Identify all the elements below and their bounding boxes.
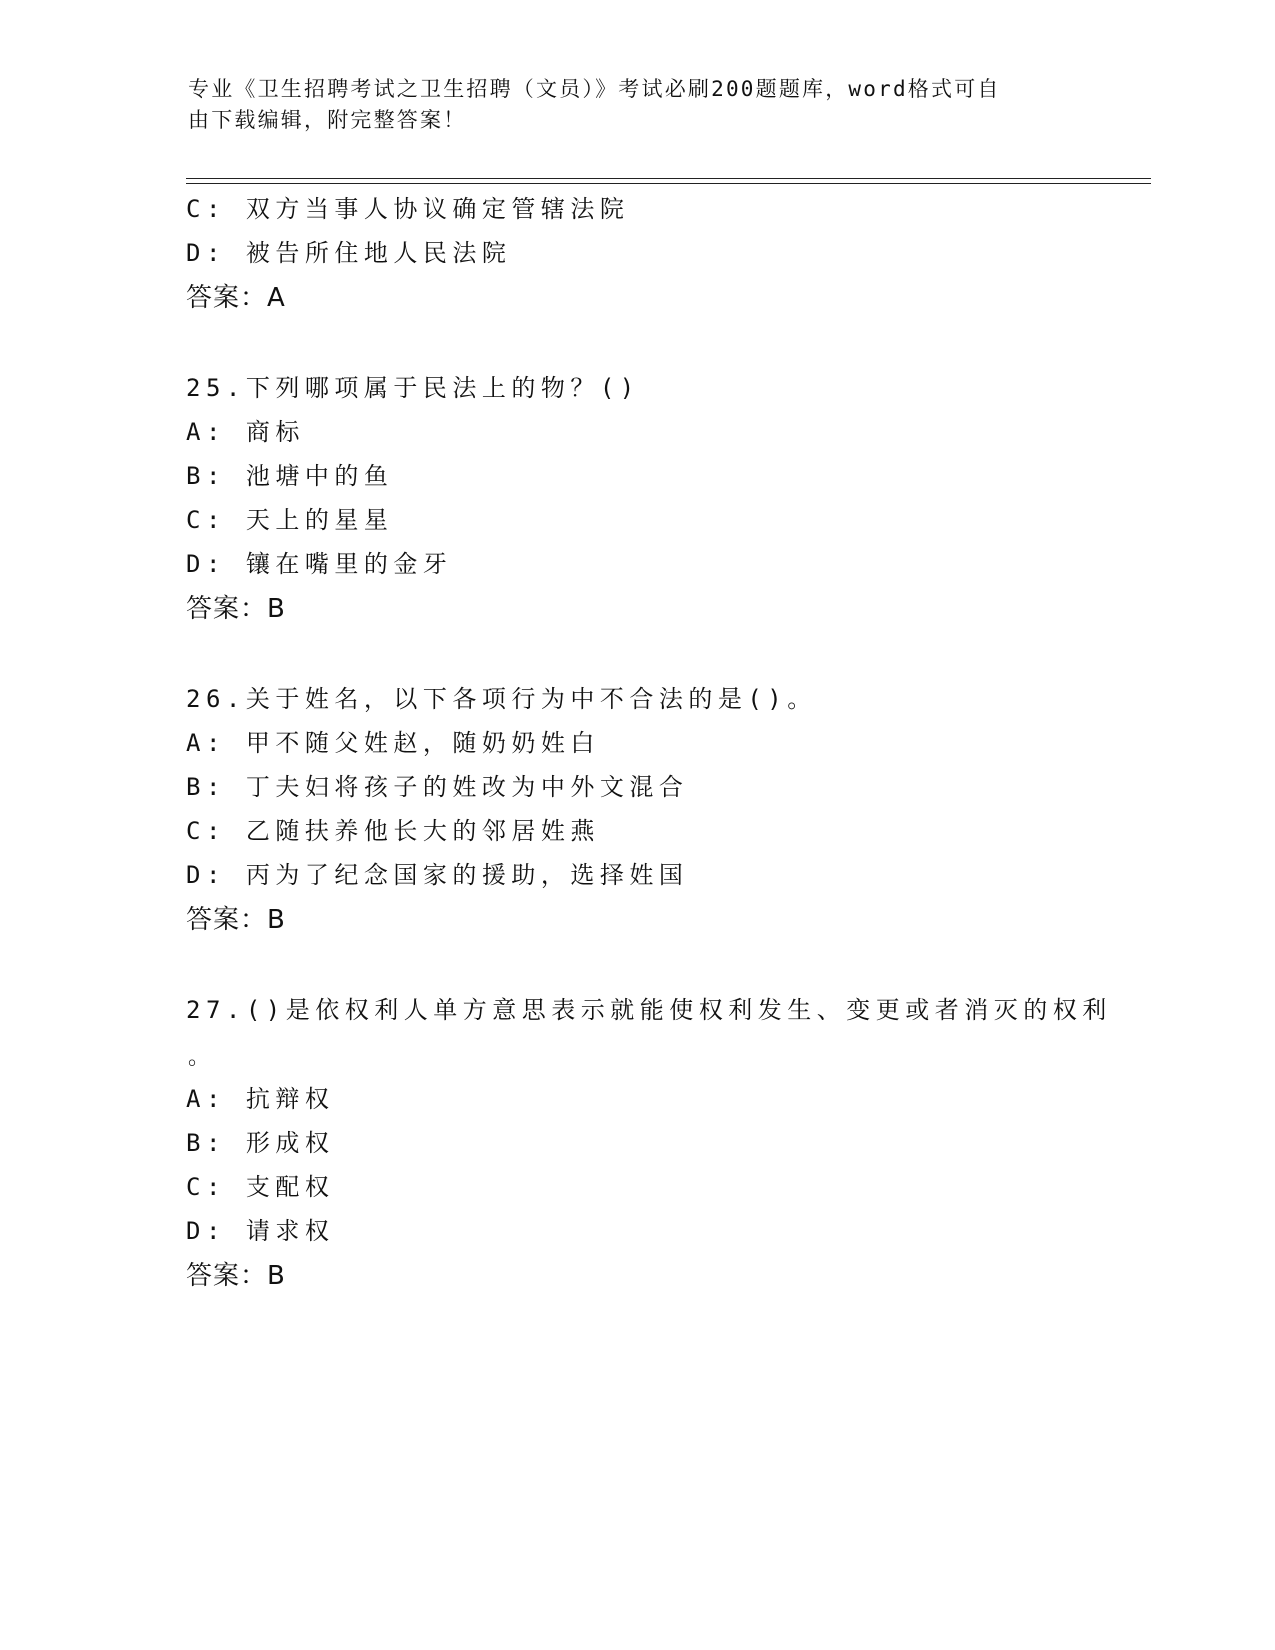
q25-option-d: D: 镶在嘴里的金牙 — [186, 550, 453, 578]
q25-answer: 答案：B — [186, 594, 286, 624]
q27-question: 27.()是依权利人单方意思表示就能使权利发生、变更或者消灭的权利 — [186, 996, 1112, 1024]
q27-option-d: D: 请求权 — [186, 1217, 335, 1245]
q26-option-c: C: 乙随扶养他长大的邻居姓燕 — [186, 817, 600, 845]
q24-answer: 答案：A — [186, 283, 286, 313]
q26-question: 26.关于姓名，以下各项行为中不合法的是()。 — [186, 685, 817, 713]
header-line-1: 专业《卫生招聘考试之卫生招聘（文员）》考试必刷200题题库，word格式可自 — [188, 77, 1001, 101]
q27-option-b: B: 形成权 — [186, 1129, 335, 1157]
q26-answer: 答案：B — [186, 905, 286, 935]
q24-option-d: D: 被告所住地人民法院 — [186, 239, 512, 267]
q26-option-b: B: 丁夫妇将孩子的姓改为中外文混合 — [186, 773, 689, 801]
q27-option-c: C: 支配权 — [186, 1173, 335, 1201]
document-header — [188, 74, 1068, 136]
header-rule-bottom — [186, 183, 1151, 184]
q26-option-a: A: 甲不随父姓赵，随奶奶姓白 — [186, 729, 600, 757]
header-rule-top — [186, 178, 1151, 179]
q25-option-c: C: 天上的星星 — [186, 506, 394, 534]
q26-option-d: D: 丙为了纪念国家的援助，选择姓国 — [186, 861, 689, 889]
q27-option-a: A: 抗辩权 — [186, 1085, 335, 1113]
q27-answer: 答案：B — [186, 1261, 286, 1291]
q25-option-b: B: 池塘中的鱼 — [186, 462, 394, 490]
q27-question-continuation: 。 — [188, 1045, 211, 1070]
q25-question: 25.下列哪项属于民法上的物？() — [186, 374, 640, 402]
q25-option-a: A: 商标 — [186, 418, 305, 446]
q24-option-c: C: 双方当事人协议确定管辖法院 — [186, 195, 630, 223]
header-line-2: 由下载编辑，附完整答案！ — [188, 108, 467, 132]
